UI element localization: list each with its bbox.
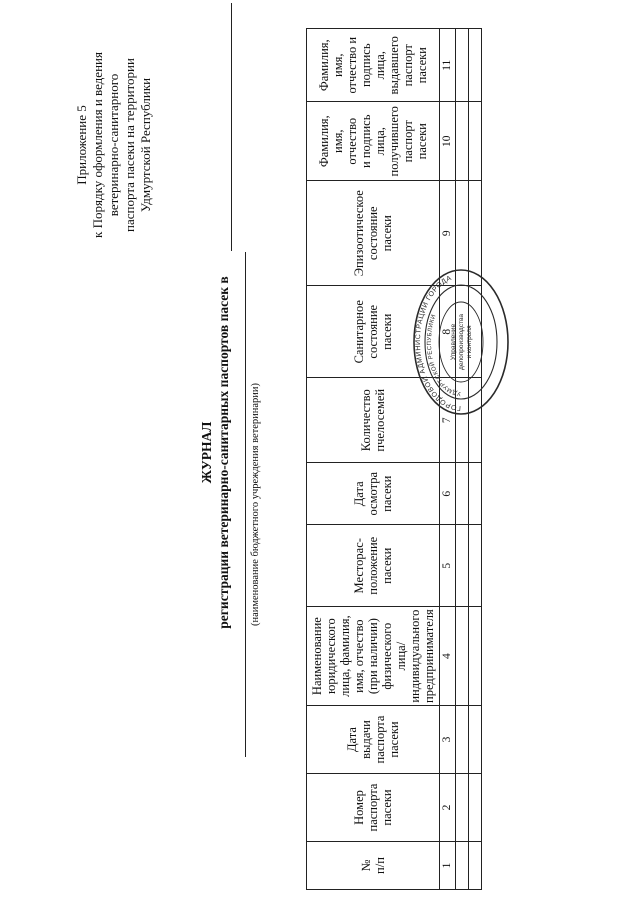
- stamp-outer-text: ГОРОДОВОЙ АДМИНИСТРАЦИИ ГОРОДА: [414, 274, 462, 412]
- appendix-line: Удмуртской Республики: [138, 77, 153, 213]
- header-cell-2: Номер паспорта пасеки: [307, 774, 440, 842]
- column-number-row: [440, 29, 456, 890]
- appendix-note: [74, 25, 154, 265]
- stamp-center-line: и контроля: [466, 325, 473, 359]
- table-cell: [469, 842, 482, 890]
- table-cell: [469, 607, 482, 706]
- table-cell: [469, 706, 482, 774]
- institution-fill-line: [231, 3, 232, 251]
- column-number: 4: [440, 607, 456, 706]
- header-cell-8: Санитарное состояние пасеки: [307, 286, 440, 378]
- table-cell: [469, 29, 482, 102]
- header-cell-7: Количество пчелосемей: [307, 378, 440, 463]
- column-number: 3: [440, 706, 456, 774]
- institution-caption: (наименование бюджетного учреждения ветеринарии): [250, 382, 261, 627]
- column-number: 8: [440, 286, 456, 378]
- header-cell-10: Фамилия, имя, отчество и подпись лица, получившего паспорт пасеки: [307, 102, 440, 181]
- column-number: 5: [440, 525, 456, 607]
- table-cell: [469, 102, 482, 181]
- table-row: [469, 29, 482, 890]
- table-cell: [456, 607, 469, 706]
- stamp-center-line: делопроизводства: [458, 314, 465, 370]
- appendix-line: Приложение 5: [74, 105, 89, 185]
- column-number: 6: [440, 463, 456, 525]
- appendix-line: ветеринарно-санитарного: [106, 73, 121, 217]
- table-cell: [469, 525, 482, 607]
- header-cell-3: Дата выдачи паспорта пасеки: [307, 706, 440, 774]
- table-cell: [456, 102, 469, 181]
- table-cell: [456, 706, 469, 774]
- column-number: 1: [440, 842, 456, 890]
- journal-subtitle: регистрации ветеринарно-санитарных паспортов пасек в: [216, 276, 231, 629]
- column-number: 9: [440, 181, 456, 286]
- header-cell-4: Наименование юридического лица, фамилия, имя, отчество (при наличии) физического лица/ индивидуального предпринимателя: [307, 607, 440, 706]
- table-cell: [456, 525, 469, 607]
- table-cell: [456, 29, 469, 102]
- header-cell-9: Эпизоотическое состояние пасеки: [307, 181, 440, 286]
- header-cell-1: № п/п: [307, 842, 440, 890]
- table-cell: [469, 774, 482, 842]
- header-cell-5: Месторас- положение пасеки: [307, 525, 440, 607]
- stamp-center-line: Управление: [450, 323, 457, 361]
- stamp-inner-text: УДМУРТСКОЙ РЕСПУБЛИКИ: [426, 313, 462, 397]
- column-number: 7: [440, 378, 456, 463]
- column-number: 2: [440, 774, 456, 842]
- appendix-line: паспорта пасеки на территории: [122, 58, 137, 232]
- header-cell-6: Дата осмотра пасеки: [307, 463, 440, 525]
- journal-title: ЖУРНАЛ: [199, 421, 214, 484]
- institution-caption-line: [245, 252, 246, 757]
- column-number: 10: [440, 102, 456, 181]
- table-cell: [456, 842, 469, 890]
- registration-table: [306, 28, 482, 890]
- header-cell-11: Фамилия, имя, отчество и подпись лица, выдавшего паспорт пасеки: [307, 29, 440, 102]
- table-cell: [456, 774, 469, 842]
- column-number: 11: [440, 29, 456, 102]
- appendix-line: к Порядку оформления и ведения: [90, 52, 105, 238]
- official-stamp: [411, 267, 511, 417]
- table-header-row: [307, 29, 440, 890]
- table-cell: [469, 463, 482, 525]
- table-cell: [456, 463, 469, 525]
- table-row: [456, 29, 469, 890]
